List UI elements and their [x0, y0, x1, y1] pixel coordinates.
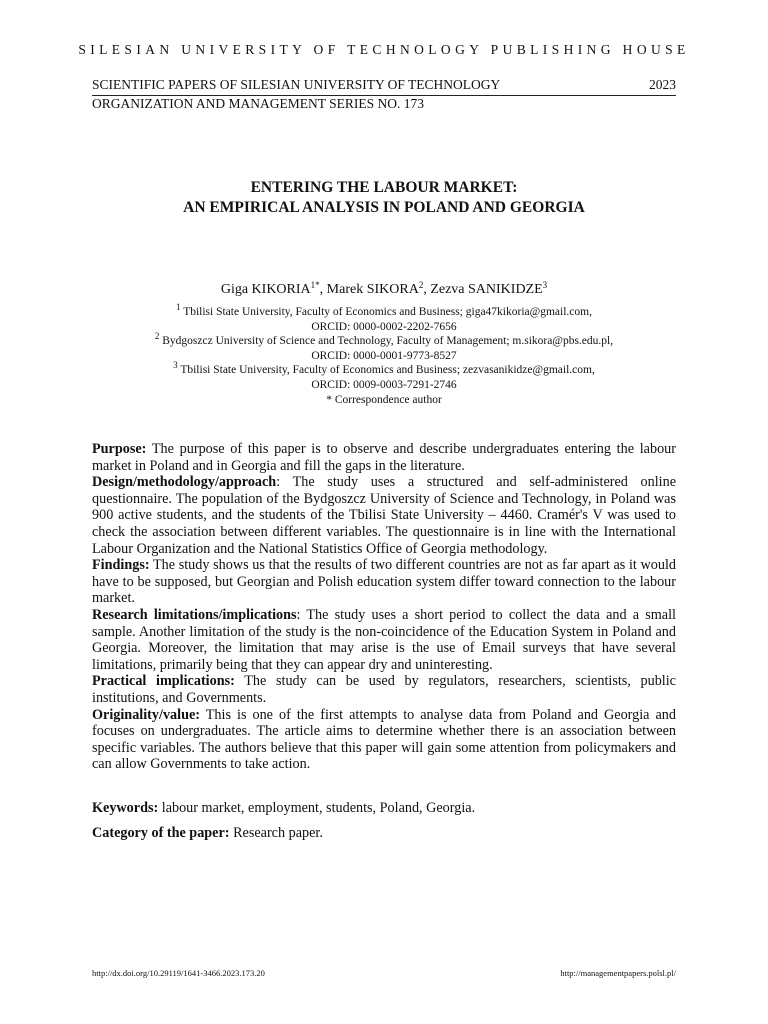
paper-title-line2: AN EMPIRICAL ANALYSIS IN POLAND AND GEORGIA	[183, 199, 585, 216]
keywords-label: Keywords:	[92, 800, 159, 816]
author-separator: ,	[423, 282, 431, 297]
affiliation-1	[92, 302, 676, 334]
author-list	[92, 282, 676, 298]
paper-category	[92, 825, 676, 842]
abstract-limitations	[92, 607, 676, 673]
keywords	[92, 800, 676, 817]
affiliation-superscript: 2	[154, 331, 160, 342]
abstract-text: The purpose of this paper is to observe and describe undergraduates entering the labour market in Poland and in Georgia and fill the gaps in the literature.	[92, 441, 676, 474]
author-superscript: 2	[418, 280, 424, 290]
affiliation-orcid: ORCID: 0000-0001-9773-8527	[311, 349, 457, 362]
category-label: Category of the paper:	[92, 825, 230, 841]
affiliations	[92, 302, 676, 407]
abstract-originality	[92, 707, 676, 773]
affiliation-superscript: 1	[176, 302, 181, 312]
abstract-text: The study shows us that the results of two different countries are not as far apart as it would have to be supposed, but Georgian and Polish education system differ toward connection to the labour market.	[92, 557, 676, 607]
abstract-design	[92, 474, 676, 557]
abstract-label: Design/methodology/approach	[92, 474, 277, 491]
affiliation-orcid: ORCID: 0009-0003-7291-2746	[311, 378, 457, 391]
author-name: Marek SIKORA	[326, 282, 419, 297]
affiliation-text: Tbilisi State University, Faculty of Economics and Business; giga47kikoria@gmail.com,	[183, 306, 592, 318]
series-number: ORGANIZATION AND MANAGEMENT SERIES NO. 173	[92, 96, 424, 111]
series-header	[92, 77, 676, 96]
author-separator: ,	[319, 282, 327, 297]
abstract-purpose	[92, 441, 676, 474]
abstract-findings	[92, 557, 676, 607]
journal-url-link[interactable]: http://managementpapers.polsl.pl/	[560, 968, 676, 978]
paper-title-line1: ENTERING THE LABOUR MARKET:	[250, 179, 518, 196]
abstract-practical	[92, 673, 676, 706]
abstract-text: The study can be used by regulators, researchers, scientists, public institutions, and Governments.	[92, 673, 676, 706]
publisher-header: SILESIAN UNIVERSITY OF TECHNOLOGY PUBLISHING HOUSE	[78, 42, 690, 57]
affiliation-text: Bydgoszcz University of Science and Technology, Faculty of Management; m.sikora@pbs.edu.pl,	[162, 335, 614, 348]
correspondence-note: * Correspondence author	[326, 393, 442, 406]
author-superscript: 3	[542, 280, 548, 290]
abstract-text: : The study uses a structured and self-administered online questionnaire. The population of the Bydgoszcz University of Science and Technology, in Poland was 900 active students, and the students of the Tbilisi State University – 4460. Cramér's V was used to check the association between different variables. The questionnaire is in line with the International Labour Organization and the National Statistics Office of Georgia methodology.	[92, 474, 676, 557]
affiliation-superscript: 3	[173, 360, 178, 371]
publication-year: 2023	[649, 77, 676, 92]
paper-title	[92, 178, 676, 218]
abstract-label: Findings:	[92, 557, 150, 574]
abstract-text: : The study uses a short period to collect the data and a small sample. Another limitation of the study is the non-coincidence of the Education System in Poland and Georgia. Moreover, the limitation that may arise is the use of Email surveys that have several limitations, primarily being that they can appear dry and uninteresting.	[92, 606, 676, 673]
abstract-label: Originality/value:	[92, 706, 200, 723]
affiliation-orcid: ORCID: 0000-0002-2202-7656	[311, 320, 457, 333]
category-text: Research paper.	[229, 825, 323, 841]
author-name: Giga KIKORIA	[220, 282, 311, 297]
abstract-label: Practical implications:	[92, 673, 235, 690]
affiliation-text: Tbilisi State University, Faculty of Economics and Business; zezvasanikidze@gmail.com,	[180, 364, 595, 377]
abstract-label: Purpose:	[92, 441, 147, 457]
affiliation-3	[92, 360, 676, 392]
abstract	[92, 441, 676, 773]
author-superscript: 1*	[310, 280, 320, 290]
keywords-text: labour market, employment, students, Poland, Georgia.	[158, 800, 476, 816]
doi-link[interactable]: http://dx.doi.org/10.29119/1641-3466.2023.173.20	[92, 968, 265, 978]
author-name: Zezva SANIKIDZE	[430, 282, 543, 297]
abstract-text: This is one of the first attempts to analyse data from Poland and Georgia and focuses on undergraduates. The article aims to determine whether there is an association between specific variables. The authors believe that this paper will gain some attention from policymakers and can allow Governments to take action.	[92, 706, 676, 773]
affiliation-2	[92, 331, 676, 363]
series-title: SCIENTIFIC PAPERS OF SILESIAN UNIVERSITY OF TECHNOLOGY	[92, 77, 501, 92]
abstract-label: Research limitations/implications	[92, 606, 297, 623]
